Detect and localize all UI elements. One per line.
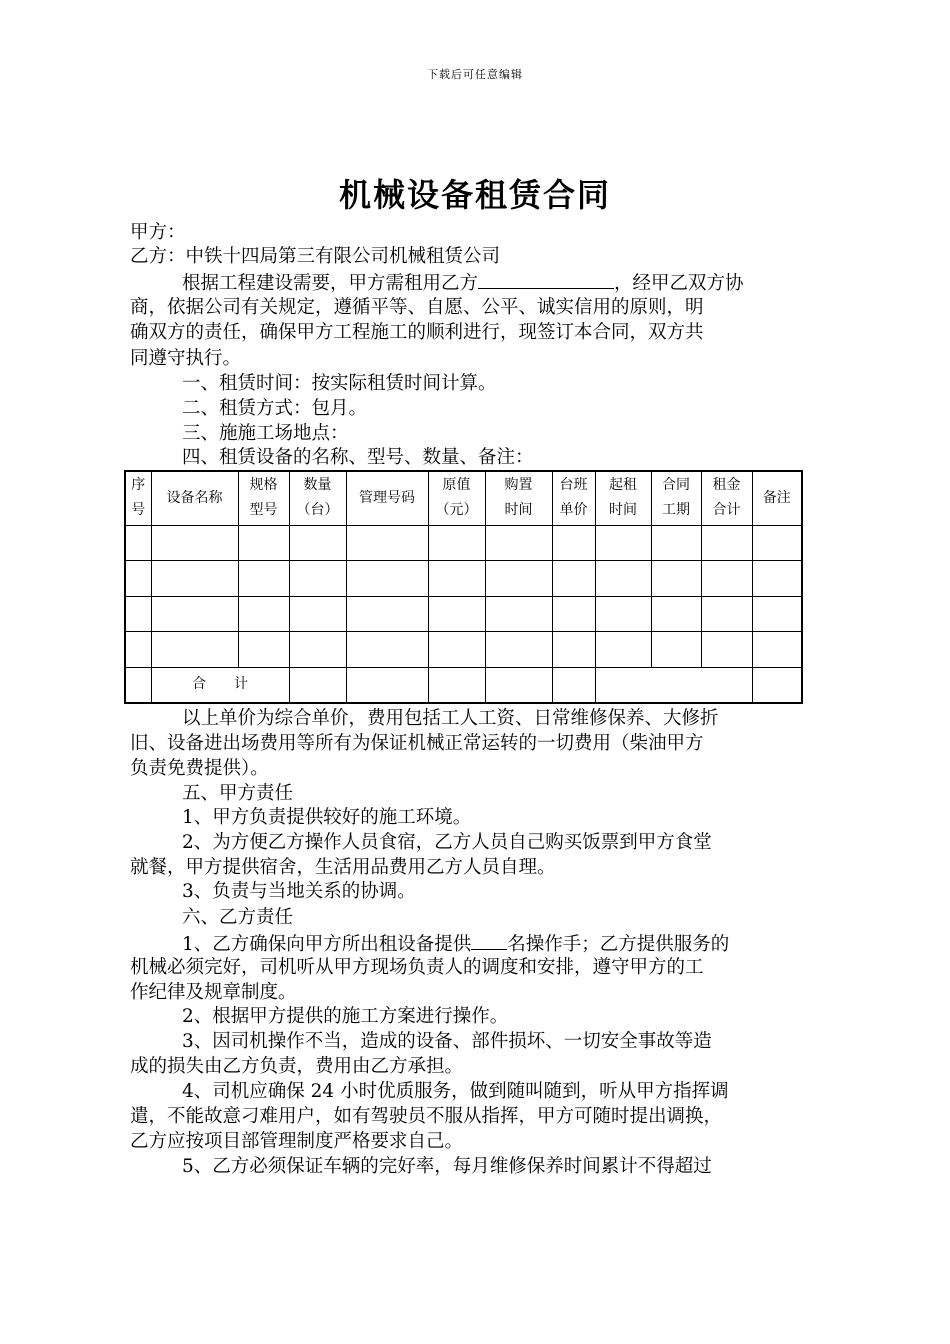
table-cell[interactable] xyxy=(428,596,485,631)
table-total-row xyxy=(125,667,802,703)
table-cell[interactable] xyxy=(151,596,238,631)
table-cell[interactable] xyxy=(346,525,428,560)
header-cell: 原值 （元） xyxy=(428,471,485,525)
section-6-clause-1c: 作纪律及规章制度。 xyxy=(130,982,297,1003)
header-cell: 合同 工期 xyxy=(651,471,701,525)
clause-equipment-list: 四、租赁设备的名称、型号、数量、备注： xyxy=(182,447,534,468)
table-cell[interactable] xyxy=(238,596,289,631)
table-cell[interactable] xyxy=(752,596,802,631)
contract-title: 机械设备租赁合同 xyxy=(338,176,611,214)
table-cell[interactable] xyxy=(346,561,428,596)
table-cell[interactable] xyxy=(595,561,651,596)
table-cell[interactable] xyxy=(151,561,238,596)
intro-line-1 xyxy=(182,270,830,296)
section-6-clause-5: 5、乙方必须保证车辆的完好率，每月维修保养时间累计不得超过 xyxy=(182,1156,712,1177)
table-cell[interactable] xyxy=(651,596,701,631)
section-5-clause-2b: 就餐，甲方提供宿舍，生活用品费用乙方人员自理。 xyxy=(130,857,556,878)
table-cell[interactable] xyxy=(289,632,346,667)
table-cell[interactable] xyxy=(552,525,595,560)
section-6-clause-3b: 成的损失由乙方负责，费用由乙方承担。 xyxy=(130,1056,464,1077)
clause-rental-time: 一、租赁时间：按实际租赁时间计算。 xyxy=(182,373,497,394)
table-cell[interactable] xyxy=(651,525,701,560)
table-cell[interactable] xyxy=(701,632,752,667)
table-cell[interactable] xyxy=(701,561,752,596)
header-cell: 起租 时间 xyxy=(595,471,651,525)
table-cell[interactable] xyxy=(289,596,346,631)
table-cell[interactable] xyxy=(752,561,802,596)
page-header: 下载后可任意编辑 xyxy=(427,68,523,81)
section-5-clause-3: 3、负责与当地关系的协调。 xyxy=(182,881,416,902)
table-row xyxy=(125,561,802,596)
table-cell[interactable] xyxy=(752,525,802,560)
table-cell[interactable] xyxy=(552,667,595,703)
intro-line-2: 商，依据公司有关规定，遵循平等、自愿、公平、诚实信用的原则，明 xyxy=(130,297,704,318)
section-6-clause-2: 2、根据甲方提供的施工方案进行操作。 xyxy=(182,1006,509,1027)
price-note-line-1: 以上单价为综合单价，费用包括工人工资、日常维修保养、大修折 xyxy=(182,708,719,729)
table-row xyxy=(125,596,802,631)
table-cell[interactable] xyxy=(346,596,428,631)
header-cell: 租金 合计 xyxy=(701,471,752,525)
table-cell[interactable] xyxy=(552,596,595,631)
section-6-clause-1a-end: 名操作手；乙方提供服务的 xyxy=(507,934,730,955)
table-cell[interactable] xyxy=(485,561,552,596)
section-6-title: 六、乙方责任 xyxy=(182,907,294,928)
header-cell: 序 号 xyxy=(125,471,151,525)
party-a-line: 甲方： xyxy=(130,222,186,243)
table-cell[interactable] xyxy=(485,632,552,667)
section-6-clause-1a xyxy=(182,931,830,957)
intro-line-1-end: ，经甲乙双方协 xyxy=(614,273,744,294)
table-cell[interactable] xyxy=(752,632,802,667)
table-row xyxy=(125,525,802,560)
table-cell[interactable] xyxy=(151,632,238,667)
table-row xyxy=(125,632,802,667)
section-6-clause-4a: 4、司机应确保 24 小时优质服务，做到随叫随到，听从甲方指挥调 xyxy=(182,1081,729,1102)
table-cell[interactable] xyxy=(289,561,346,596)
table-cell[interactable] xyxy=(701,525,752,560)
table-cell[interactable] xyxy=(125,596,151,631)
section-5-clause-2a: 2、为方便乙方操作人员食宿，乙方人员自己购买饭票到甲方食堂 xyxy=(182,832,712,853)
table-cell[interactable] xyxy=(125,525,151,560)
table-cell[interactable] xyxy=(238,561,289,596)
table-cell[interactable] xyxy=(552,561,595,596)
intro-line-4: 同遵守执行。 xyxy=(130,348,242,369)
table-cell[interactable] xyxy=(346,632,428,667)
table-cell[interactable] xyxy=(552,632,595,667)
table-cell[interactable] xyxy=(125,561,151,596)
table-cell[interactable] xyxy=(485,667,552,703)
table-cell[interactable] xyxy=(238,525,289,560)
header-cell: 备注 xyxy=(752,471,802,525)
table-cell[interactable] xyxy=(701,596,752,631)
section-5-title: 五、甲方责任 xyxy=(182,783,294,804)
table-cell[interactable] xyxy=(428,525,485,560)
table-cell[interactable] xyxy=(752,667,802,703)
table-cell[interactable] xyxy=(289,525,346,560)
header-cell: 管理号码 xyxy=(346,471,428,525)
section-5-clause-1: 1、甲方负责提供较好的施工环境。 xyxy=(182,807,472,828)
table-cell[interactable] xyxy=(651,561,701,596)
table-cell[interactable] xyxy=(428,632,485,667)
total-label: 合 计 xyxy=(151,667,289,703)
price-note-line-2: 旧、设备进出场费用等所有为保证机械正常运转的一切费用（柴油甲方 xyxy=(130,733,704,754)
operator-count-blank[interactable] xyxy=(471,931,507,950)
header-cell: 购置 时间 xyxy=(485,471,552,525)
table-cell[interactable] xyxy=(125,632,151,667)
table-cell[interactable] xyxy=(595,632,651,667)
table-cell[interactable] xyxy=(428,667,485,703)
table-cell[interactable] xyxy=(125,667,151,703)
table-header-row xyxy=(125,471,802,525)
section-6-clause-1b: 机械必须完好，司机听从甲方现场负责人的调度和安排，遵守甲方的工 xyxy=(130,957,704,978)
header-cell: 台班 单价 xyxy=(552,471,595,525)
table-cell[interactable] xyxy=(485,596,552,631)
clause-rental-method: 二、租赁方式：包月。 xyxy=(182,398,368,419)
equipment-table xyxy=(124,470,803,704)
lessor-blank[interactable] xyxy=(478,270,614,289)
price-note-line-3: 负责免费提供）。 xyxy=(130,758,269,779)
header-cell: 数量 （台） xyxy=(289,471,346,525)
table-cell[interactable] xyxy=(289,667,346,703)
table-cell[interactable] xyxy=(428,561,485,596)
table-cell[interactable] xyxy=(651,632,701,667)
intro-line-1-start: 根据工程建设需要，甲方需租用乙方 xyxy=(182,273,479,294)
section-6-clause-4c: 乙方应按项目部管理制度严格要求自己。 xyxy=(130,1131,464,1152)
section-6-clause-3a: 3、因司机操作不当，造成的设备、部件损坏、一切安全事故等造 xyxy=(182,1031,712,1052)
intro-line-3: 确双方的责任，确保甲方工程施工的顺利进行，现签订本合同，双方共 xyxy=(130,322,704,343)
table-cell[interactable] xyxy=(595,596,651,631)
table-cell[interactable] xyxy=(151,525,238,560)
table-cell[interactable] xyxy=(238,632,289,667)
table-cell[interactable] xyxy=(485,525,552,560)
section-6-clause-4b: 遣，不能故意刁难用户，如有驾驶员不服从指挥，甲方可随时提出调换， xyxy=(130,1106,723,1127)
total-amount-cell[interactable] xyxy=(595,667,752,703)
table-cell[interactable] xyxy=(595,525,651,560)
header-cell: 设备名称 xyxy=(151,471,238,525)
table-cell[interactable] xyxy=(346,667,428,703)
section-6-clause-1a-start: 1、乙方确保向甲方所出租设备提供 xyxy=(182,934,472,955)
party-b-line: 乙方：中铁十四局第三有限公司机械租赁公司 xyxy=(130,246,501,267)
clause-site-location: 三、施施工场地点： xyxy=(182,423,349,444)
header-cell: 规格 型号 xyxy=(238,471,289,525)
